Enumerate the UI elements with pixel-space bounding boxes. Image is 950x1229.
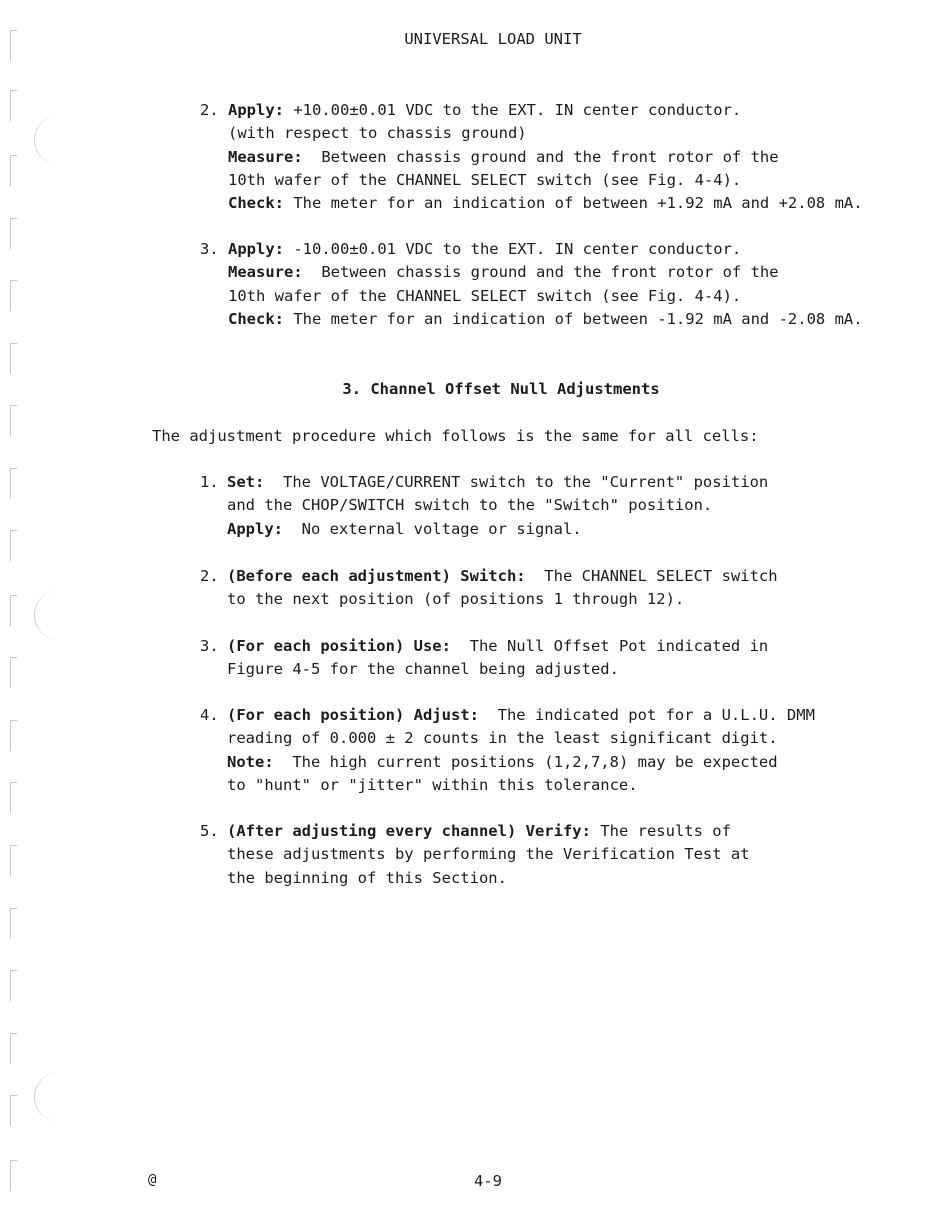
binder-edge-mark [10, 280, 17, 311]
step-number: 5. [200, 822, 219, 840]
step-line [227, 868, 507, 888]
step-text: reading of 0.000 ± 2 counts in the least significant digit. [227, 729, 778, 748]
step-line [228, 239, 741, 259]
step-line [227, 659, 619, 679]
binder-edge-mark [10, 468, 17, 499]
step-line [228, 193, 863, 213]
step-number: 2. [200, 101, 219, 119]
step-text: The high current positions (1,2,7,8) may be expected [273, 752, 778, 771]
step-line [227, 636, 768, 656]
step-text: The meter for an indication of between -1.92 mA and -2.08 mA. [284, 309, 863, 328]
step-text: No external voltage or signal. [283, 519, 582, 538]
step-number: 2. [200, 567, 219, 585]
binder-hole-arc [34, 590, 65, 640]
step-keyword: Measure: [228, 147, 303, 166]
step-number: 4. [200, 706, 219, 724]
step-keyword: Measure: [228, 263, 303, 282]
step-keyword: Apply: [227, 519, 283, 538]
step-line [227, 705, 815, 725]
step-number: 3. [200, 240, 219, 258]
step-line [227, 752, 778, 772]
binder-edge-mark [10, 1095, 17, 1126]
step-text: Between chassis ground and the front rotor of the [302, 263, 779, 282]
step-line [227, 472, 768, 492]
step-line [228, 100, 741, 120]
binder-edge-mark [10, 90, 17, 121]
step-text: The CHANNEL SELECT switch [525, 567, 778, 585]
step-line [227, 775, 638, 795]
binder-hole-arc [34, 115, 65, 165]
step-line [228, 123, 527, 143]
step-line [228, 147, 779, 167]
step-keyword: Check: [228, 194, 284, 213]
step-text: Between chassis ground and the front rotor of the [302, 147, 779, 166]
running-header: UNIVERSAL LOAD UNIT [404, 30, 582, 48]
binder-edge-mark [10, 845, 17, 876]
step-text: 10th wafer of the CHANNEL SELECT switch (see Fig. 4-4). [228, 286, 742, 305]
step-keyword: Apply: [228, 240, 284, 258]
page-number: 4-9 [474, 1172, 502, 1190]
step-text: The indicated pot for a U.L.U. DMM [478, 706, 815, 724]
step-text: to the next position (of positions 1 through 12). [227, 590, 685, 609]
step-line [227, 519, 582, 539]
step-text: to "hunt" or "jitter" within this tolerance. [227, 775, 638, 794]
step-line [227, 821, 731, 841]
binder-edge-mark [10, 218, 17, 249]
binder-edge-mark [10, 530, 17, 561]
step-keyword: (After adjusting every channel) Verify: [227, 822, 591, 840]
step-text: The VOLTAGE/CURRENT switch to the "Current" position [264, 473, 769, 491]
step-text: Figure 4-5 for the channel being adjusted. [227, 660, 619, 679]
binder-edge-mark [10, 782, 17, 813]
step-number: 3. [200, 637, 219, 655]
step-text: (with respect to chassis ground) [228, 124, 527, 143]
section-title: 3. Channel Offset Null Adjustments [342, 380, 660, 398]
step-line [228, 286, 741, 306]
step-line [227, 566, 778, 586]
step-line [228, 262, 779, 282]
step-text: +10.00±0.01 VDC to the EXT. IN center conductor. [284, 101, 742, 119]
step-line [227, 589, 684, 609]
step-text: The meter for an indication of between +1.92 mA and +2.08 mA. [284, 194, 863, 213]
step-keyword: (For each position) Adjust: [227, 706, 479, 724]
step-text: the beginning of this Section. [227, 868, 507, 887]
step-line [227, 728, 778, 748]
binder-edge-mark [10, 970, 17, 1001]
intro-paragraph: The adjustment procedure which follows is the same for all cells: [152, 427, 759, 445]
step-keyword: Apply: [228, 101, 284, 119]
step-line [227, 844, 750, 864]
step-keyword: Check: [228, 309, 284, 328]
step-line [228, 309, 863, 329]
step-text: 10th wafer of the CHANNEL SELECT switch (see Fig. 4-4). [228, 170, 742, 189]
binder-edge-mark [10, 1160, 17, 1191]
binder-edge-mark [10, 908, 17, 939]
step-keyword: (Before each adjustment) Switch: [227, 567, 526, 585]
step-text: The results of [590, 822, 731, 840]
binder-edge-mark [10, 343, 17, 374]
footer-mark: @ [148, 1172, 157, 1188]
step-keyword: Note: [227, 752, 274, 771]
step-text: these adjustments by performing the Verification Test at [227, 845, 750, 864]
binder-hole-arc [34, 1072, 65, 1122]
binder-edge-mark [10, 595, 17, 626]
step-keyword: Set: [227, 473, 265, 491]
binder-edge-mark [10, 1033, 17, 1064]
binder-edge-mark [10, 155, 17, 186]
step-text: -10.00±0.01 VDC to the EXT. IN center conductor. [284, 240, 742, 258]
step-line [228, 170, 741, 190]
binder-edge-mark [10, 657, 17, 688]
step-keyword: (For each position) Use: [227, 637, 451, 655]
binder-edge-mark [10, 405, 17, 436]
step-text: and the CHOP/SWITCH switch to the "Switch" position. [227, 496, 713, 515]
step-line [227, 495, 712, 515]
binder-edge-mark [10, 720, 17, 751]
step-text: The Null Offset Pot indicated in [450, 637, 769, 655]
step-number: 1. [200, 473, 219, 491]
